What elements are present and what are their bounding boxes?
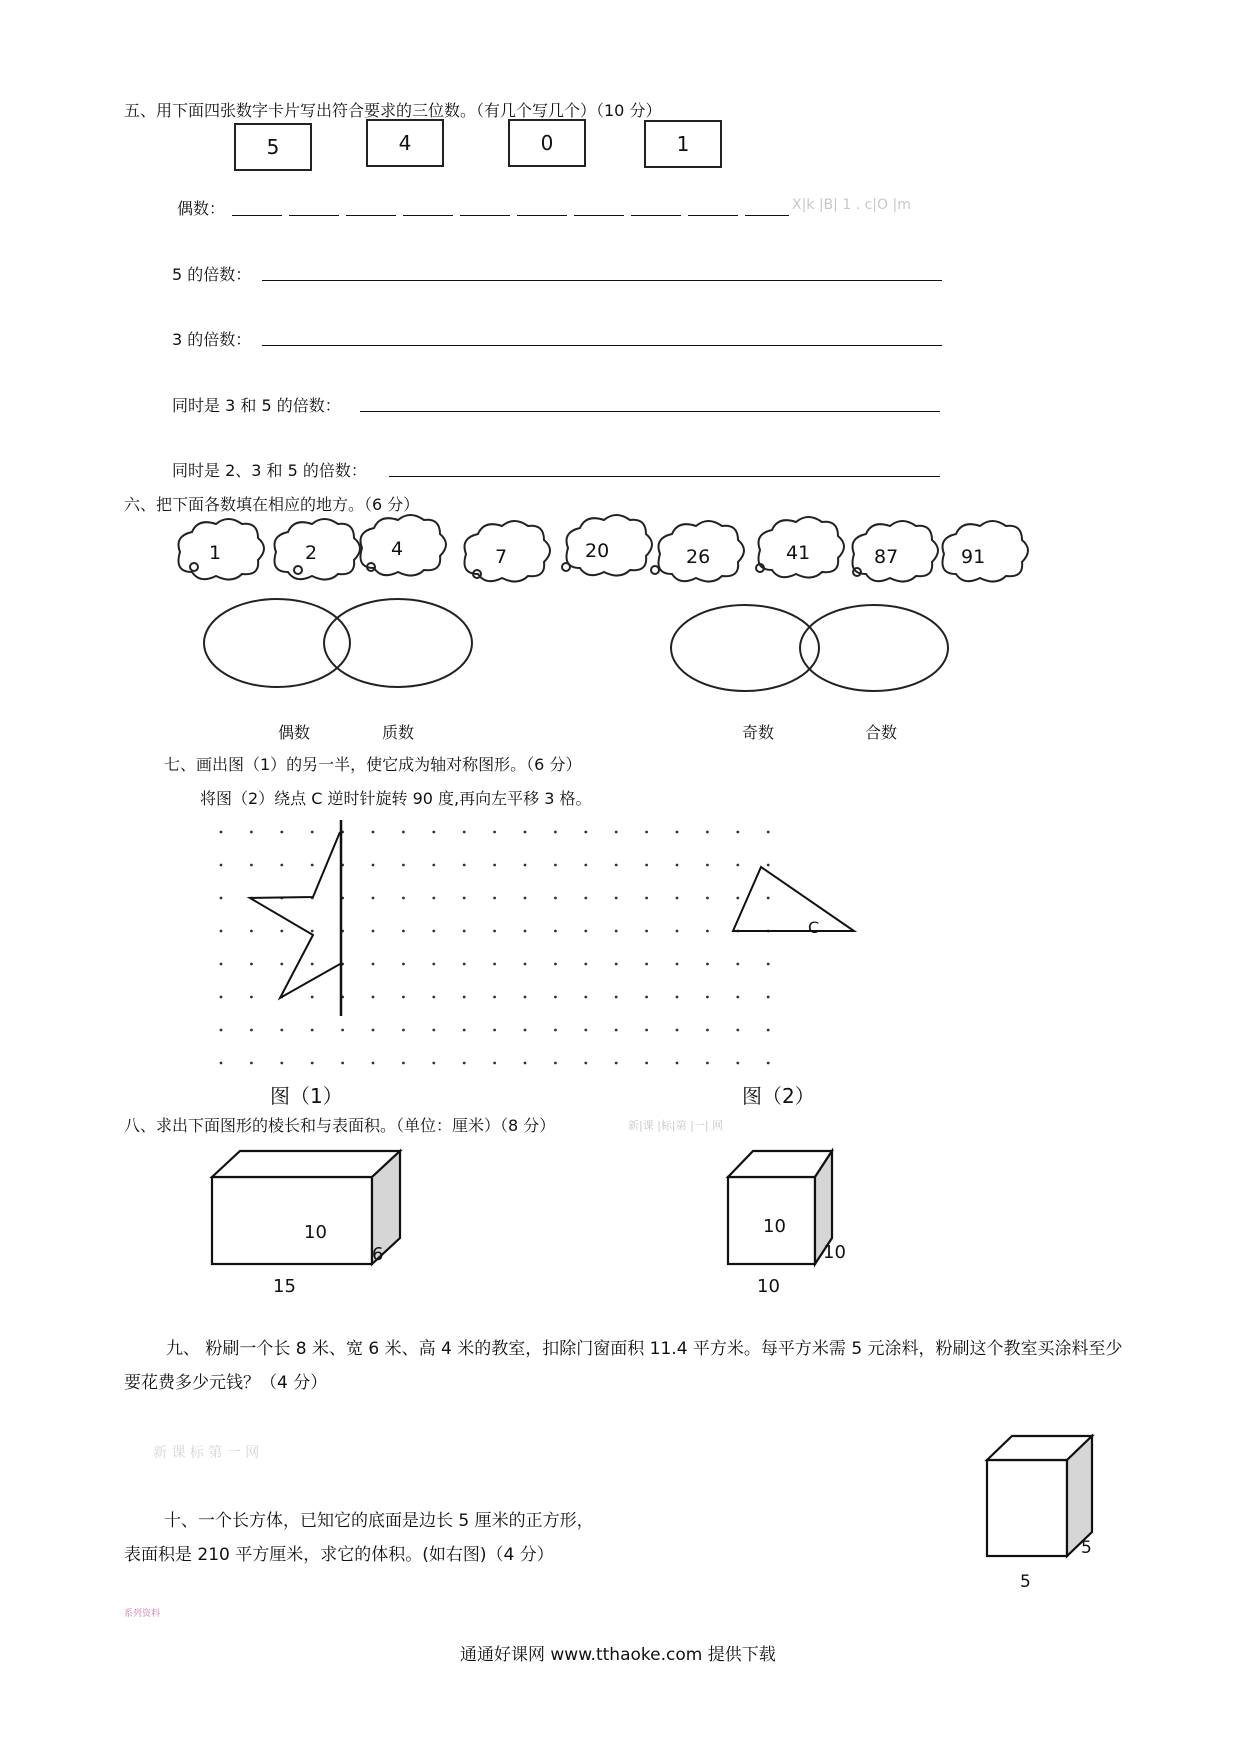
- number-cloud-1: [179, 519, 265, 580]
- cloud-number-9: 91: [961, 546, 986, 568]
- small-note: 系列资料: [124, 1609, 161, 1619]
- number-cloud-9: [943, 521, 1029, 582]
- number-cloud-4: [465, 521, 551, 582]
- box2-length: 10: [757, 1276, 780, 1297]
- cloud-number-2: 2: [305, 542, 318, 564]
- section10-line1: 十、一个长方体，已知它的底面是边长 5 厘米的正方形，: [164, 1511, 594, 1531]
- section7-line2: 将图（2）绕点 C 逆时针旋转 90 度,再向左平移 3 格。: [200, 789, 592, 808]
- section5-title: 五、用下面四张数字卡片写出符合要求的三位数。（有几个写几个）（10 分）: [124, 101, 662, 120]
- venn2-label-odd: 奇数: [742, 723, 775, 742]
- box3-side-dim: 5: [1081, 1538, 1092, 1558]
- section9-problem: 九、 粉刷一个长 8 米、宽 6 米、高 4 米的教室，扣除门窗面积 11.4 平方米。每平方米需 5 元涂料，粉刷这个教室买涂料至少要花费多少元钱？（4 分）: [124, 1339, 1123, 1393]
- box3-bottom-dim: 5: [1020, 1572, 1031, 1592]
- box1-depth: 6: [372, 1244, 384, 1265]
- cloud-number-4: 7: [495, 546, 508, 568]
- cloud-number-3: 4: [391, 538, 404, 560]
- mult3-label: 3 的倍数：: [172, 330, 252, 349]
- section8-title: 八、求出下面图形的棱长和与表面积。（单位：厘米）（8 分）: [124, 1116, 556, 1135]
- section10-line2: 表面积是 210 平方厘米，求它的体积。(如右图)（4 分）: [124, 1545, 554, 1565]
- cloud-number-1: 1: [209, 542, 222, 564]
- number-cloud-3: [361, 515, 447, 576]
- cloud-number-8: 87: [874, 546, 899, 568]
- box2-height: 10: [763, 1216, 786, 1237]
- digit-card-2: 4: [366, 119, 444, 167]
- venn1-right-ellipse: [324, 599, 472, 687]
- cuboid-3: [987, 1436, 1092, 1556]
- triangle-shape: [733, 867, 854, 931]
- watermark-2: 新 课 标 第 一 网: [153, 1445, 260, 1461]
- box1-height: 10: [304, 1222, 327, 1243]
- cloud-number-5: 20: [585, 540, 610, 562]
- cloud-number-6: 26: [686, 546, 711, 568]
- number-cloud-2: [275, 519, 361, 580]
- venn1-left-ellipse: [204, 599, 350, 687]
- even-label: 偶数：: [177, 199, 226, 218]
- watermark: X|k |B| 1 . c|O |m: [792, 197, 911, 213]
- digit-card-4: 1: [644, 120, 722, 168]
- venn2-left-ellipse: [671, 605, 819, 691]
- digit-card-1: 5: [234, 123, 312, 171]
- fig1-label: 图（1）: [270, 1084, 343, 1108]
- venn1-label-prime: 质数: [382, 723, 415, 742]
- half-star-shape: [250, 832, 340, 998]
- venn1-label-even: 偶数: [278, 723, 311, 742]
- box1-length: 15: [273, 1276, 296, 1297]
- point-c-label: C: [808, 918, 820, 937]
- cloud-number-7: 41: [786, 542, 811, 564]
- section6-title: 六、把下面各数填在相应的地方。（6 分）: [124, 495, 420, 514]
- digit-card-3: 0: [508, 119, 586, 167]
- section8-watermark: 新|课 |标|第 |一| 网: [628, 1119, 724, 1132]
- mult5-label: 5 的倍数：: [172, 265, 252, 284]
- mult35-label: 同时是 3 和 5 的倍数：: [172, 396, 341, 415]
- fig2-label: 图（2）: [742, 1084, 815, 1108]
- venn2-label-composite: 合数: [865, 723, 898, 742]
- dot-grid: [220, 831, 770, 1065]
- cube-2: [728, 1151, 832, 1264]
- mult235-label: 同时是 2、3 和 5 的倍数：: [172, 461, 367, 480]
- footer-text: 通通好课网 www.tthaoke.com 提供下载: [460, 1645, 776, 1665]
- section7-line1: 七、画出图（1）的另一半，使它成为轴对称图形。（6 分）: [164, 755, 582, 774]
- venn2-right-ellipse: [800, 605, 948, 691]
- box2-depth: 10: [823, 1242, 846, 1263]
